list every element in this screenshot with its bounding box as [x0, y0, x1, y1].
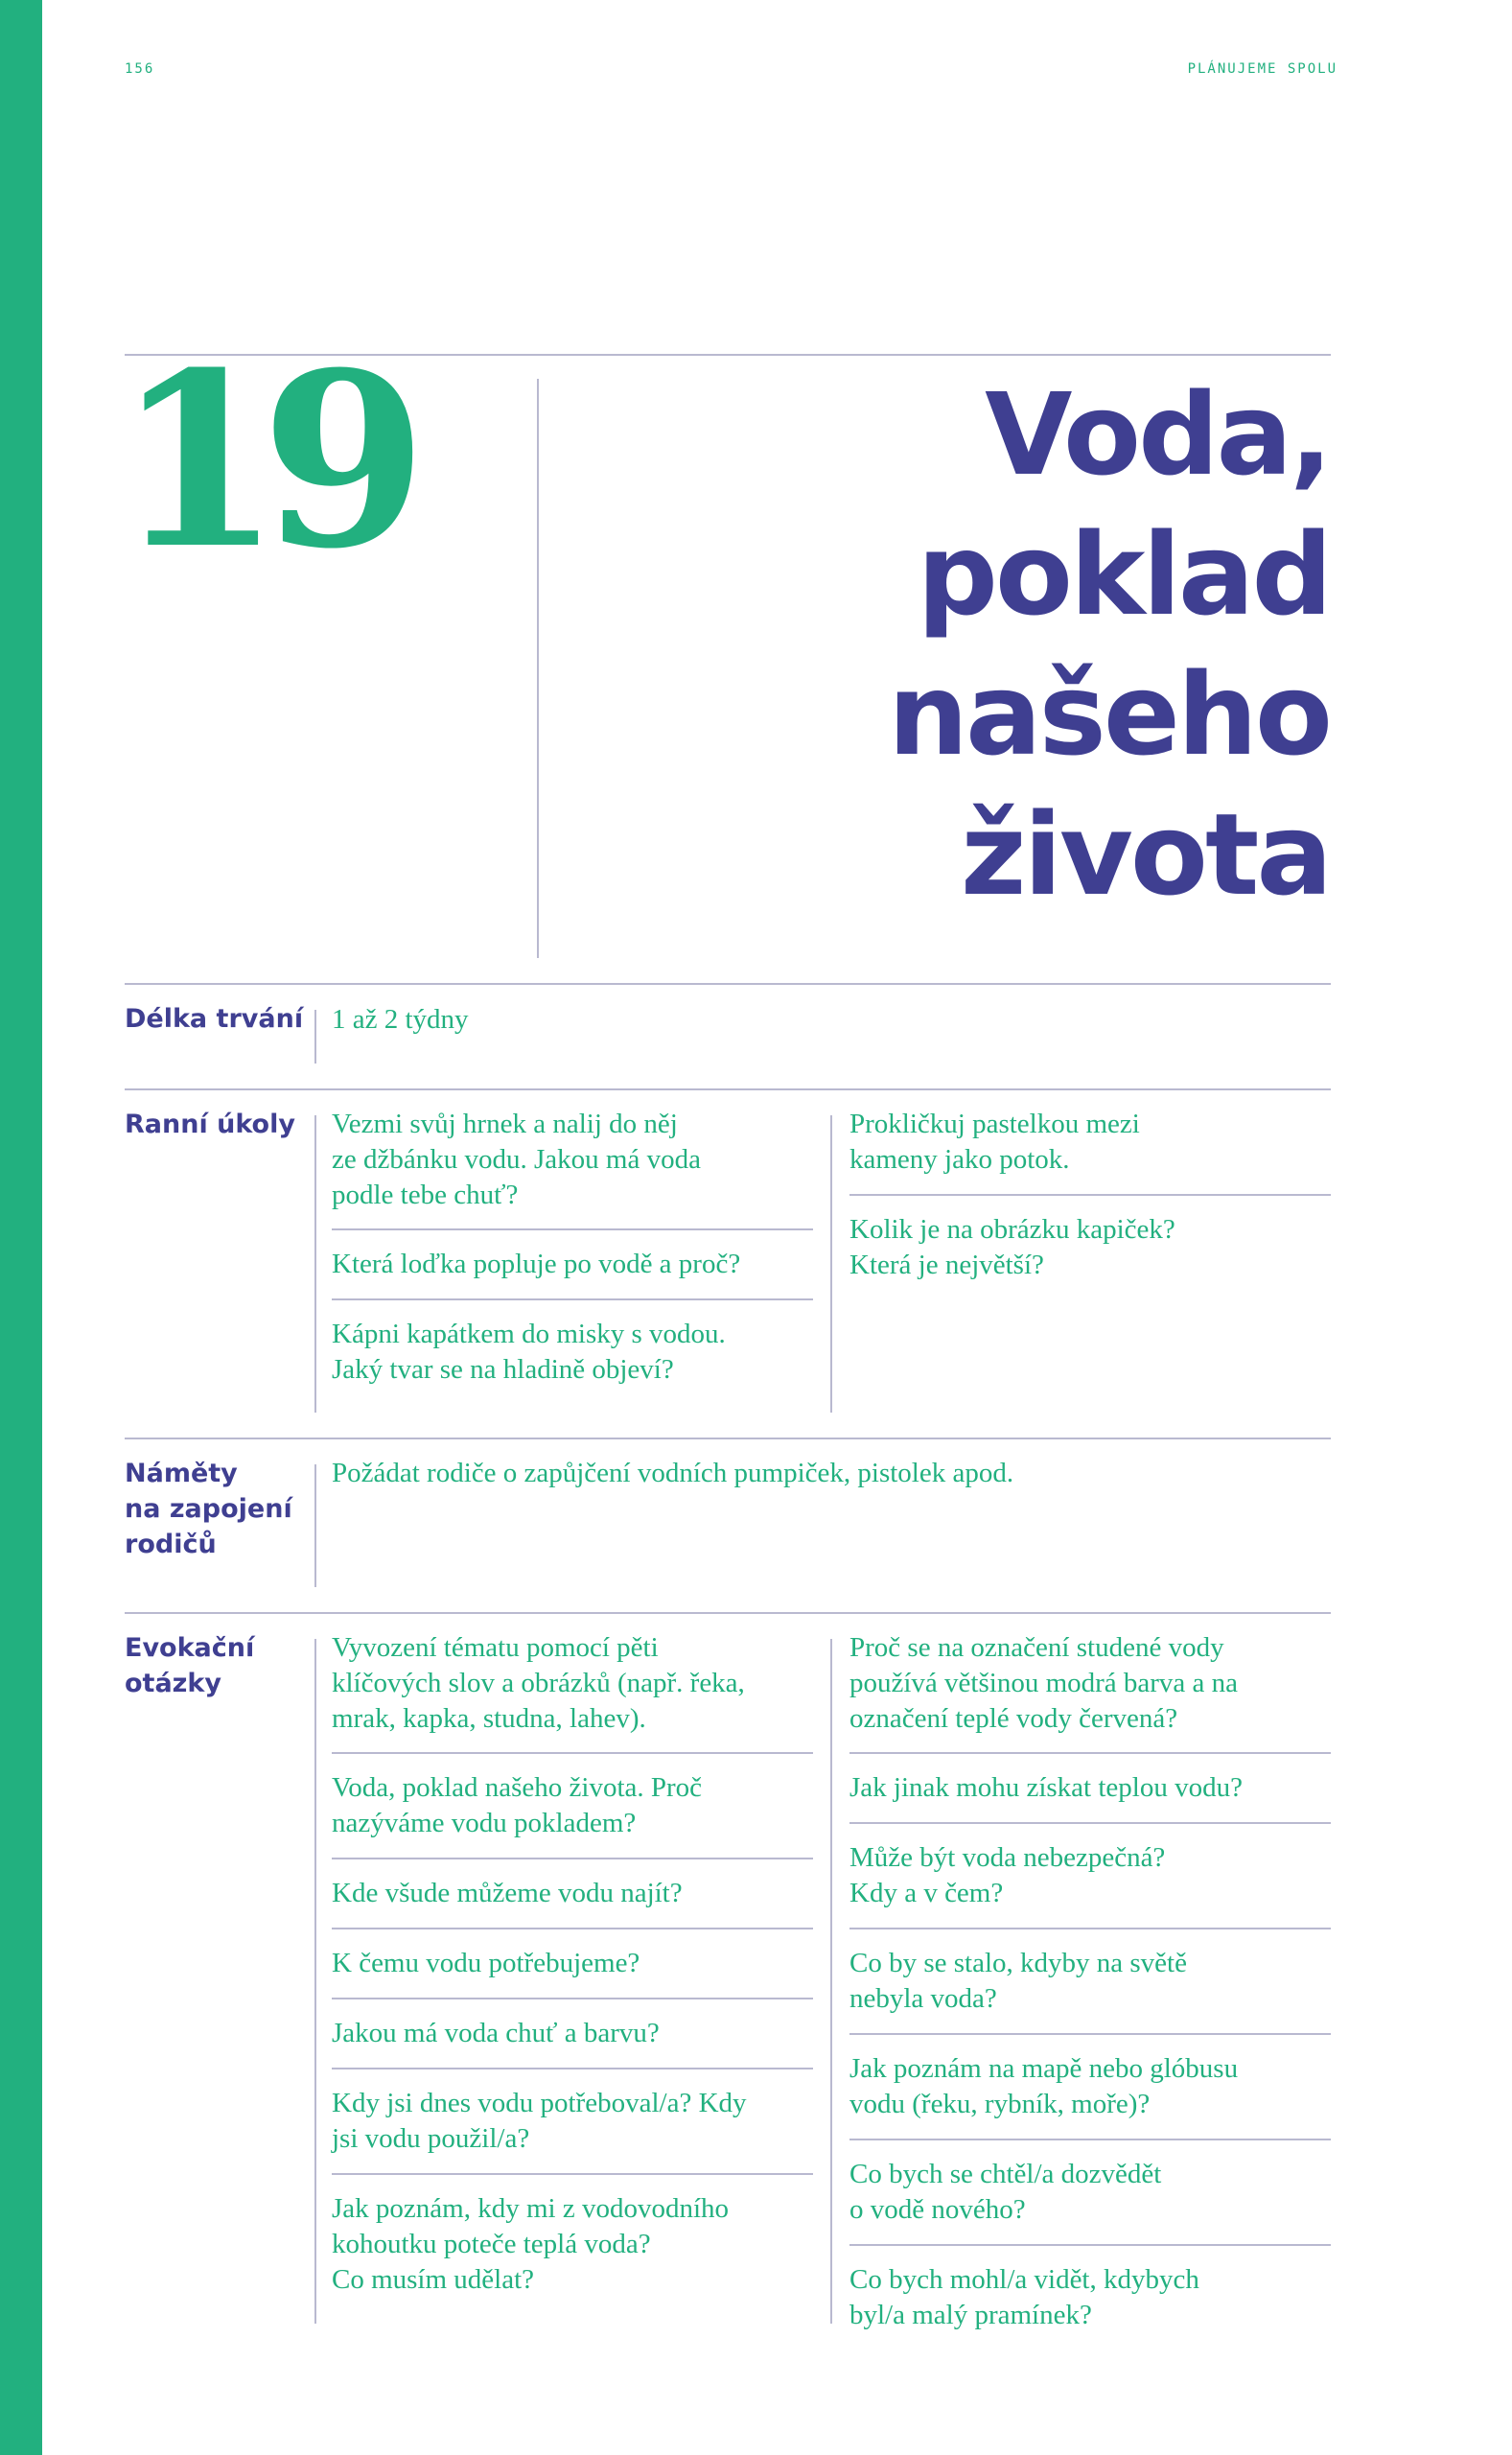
item-rule	[332, 1998, 813, 1999]
morning-task: Prokličkuj pastelkou mezi kameny jako potok.	[849, 1109, 1140, 1175]
header-divider	[537, 379, 539, 958]
item-rule	[849, 2139, 1331, 2140]
morning-task: Kápni kapátkem do misky s vodou. Jaký tvar se na hladině objeví?	[332, 1319, 726, 1385]
item-rule	[332, 2173, 813, 2175]
evocation-question: Jak poznám, kdy mi z vodovodního kohoutku poteče teplá voda? Co musím udělat?	[332, 2193, 730, 2295]
title-line: Voda,	[985, 368, 1330, 501]
evocation-question: Proč se na označení studené vody používá většinou modrá barva a na označení teplé vody červená?	[849, 1632, 1239, 1734]
evocation-question: K čemu vodu potřebujeme?	[332, 1948, 640, 1978]
item-rule	[332, 1858, 813, 1859]
title-line: poklad	[917, 508, 1330, 641]
morning-tasks-label: Ranní úkoly	[125, 1110, 295, 1139]
section-divider	[314, 1010, 316, 1064]
evocation-question: Kde všude můžeme vodu najít?	[332, 1878, 683, 1908]
item-rule	[332, 2068, 813, 2069]
item-rule	[849, 2244, 1331, 2246]
item-rule	[849, 1752, 1331, 1754]
item-rule	[849, 1928, 1331, 1929]
chapter-number: 19	[115, 319, 407, 601]
section-rule	[125, 1438, 1331, 1439]
evocation-question: Vyvození tématu pomocí pěti klíčových slov a obrázků (např. řeka, mrak, kapka, studna, lahev).	[332, 1632, 745, 1734]
morning-task: Vezmi svůj hrnek a nalij do něj ze džbánku vodu. Jakou má voda podle tebe chuť?	[332, 1109, 701, 1210]
item-rule	[332, 1298, 813, 1300]
evocation-question: Jak poznám na mapě nebo glóbusu vodu (řeku, rybník, moře)?	[849, 2053, 1239, 2119]
column-divider	[830, 1115, 832, 1413]
page-number: 156	[125, 61, 155, 77]
item-rule	[332, 1752, 813, 1754]
item-rule	[849, 2033, 1331, 2035]
item-rule	[849, 1194, 1331, 1196]
duration-label: Délka trvání	[125, 1004, 304, 1034]
item-rule	[332, 1228, 813, 1230]
parents-label: Náměty na zapojení rodičů	[125, 1459, 292, 1559]
evocation-question: Může být voda nebezpečná? Kdy a v čem?	[849, 1842, 1166, 1908]
duration-value: 1 až 2 týdny	[332, 1004, 469, 1035]
morning-task: Která loďka popluje po vodě a proč?	[332, 1249, 741, 1279]
evocation-question: Kdy jsi dnes vodu potřeboval/a? Kdy jsi vodu použil/a?	[332, 2088, 747, 2154]
title-line: života	[960, 788, 1330, 921]
item-rule	[332, 1928, 813, 1929]
section-divider	[314, 1639, 316, 2324]
section-rule	[125, 983, 1331, 985]
section-rule	[125, 1088, 1331, 1090]
evocation-question: Co bych se chtěl/a dozvědět o vodě nového?	[849, 2159, 1162, 2225]
morning-task: Kolik je na obrázku kapiček? Která je největší?	[849, 1214, 1175, 1280]
section-rule	[125, 1612, 1331, 1614]
running-title: PLÁNUJEME SPOLU	[1187, 61, 1338, 77]
evocation-question: Jakou má voda chuť a barvu?	[332, 2018, 660, 2048]
evocation-question: Co bych mohl/a vidět, kdybych byl/a malý pramínek?	[849, 2264, 1199, 2330]
item-rule	[849, 1822, 1331, 1824]
evocation-question: Co by se stalo, kdyby na světě nebyla voda?	[849, 1948, 1187, 2014]
section-divider	[314, 1115, 316, 1413]
section-divider	[314, 1464, 316, 1587]
column-divider	[830, 1639, 832, 2324]
evocation-label: Evokační otázky	[125, 1633, 255, 1698]
chapter-title	[601, 364, 1330, 924]
parents-text: Požádat rodiče o zapůjčení vodních pumpiček, pistolek apod.	[332, 1458, 1014, 1488]
evocation-question: Voda, poklad našeho života. Proč nazýváme vodu pokladem?	[332, 1772, 703, 1838]
title-line: našeho	[888, 648, 1330, 781]
evocation-question: Jak jinak mohu získat teplou vodu?	[849, 1772, 1243, 1803]
green-margin-bar	[0, 0, 42, 2455]
